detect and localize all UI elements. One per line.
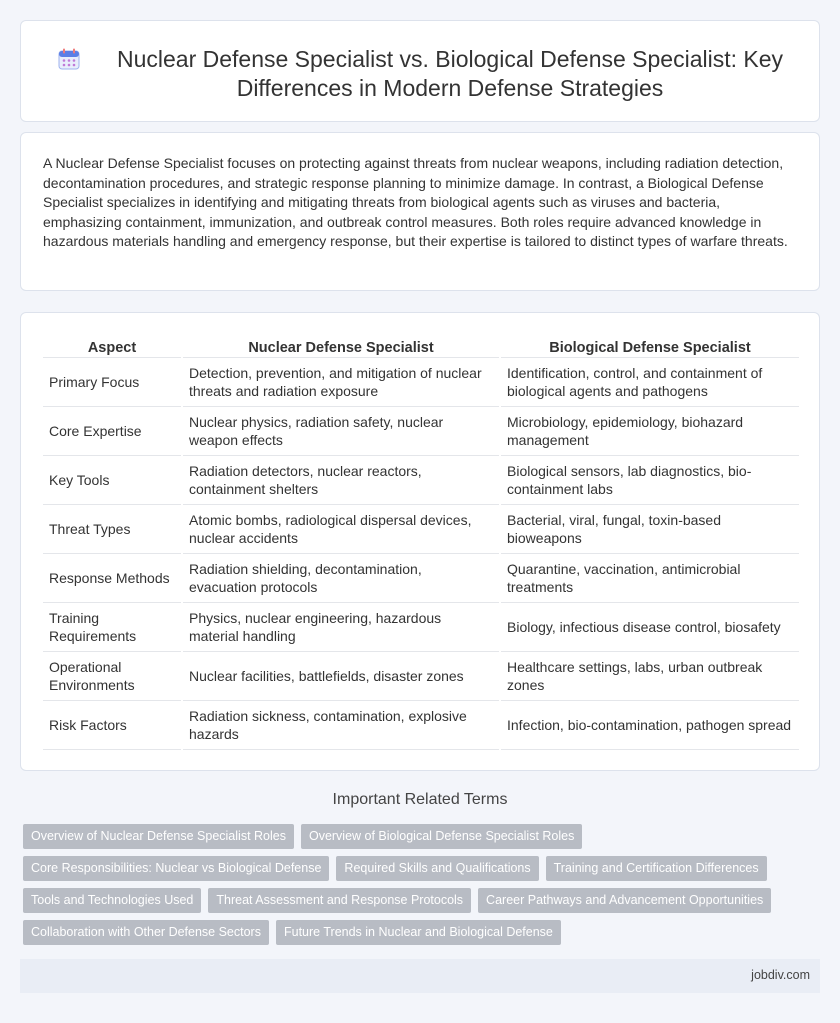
related-tag[interactable]: Tools and Technologies Used: [23, 888, 201, 913]
cell-biological: Identification, control, and containment of biological agents and pathogens: [500, 357, 799, 406]
footer: [20, 959, 820, 993]
intro-card: [20, 132, 820, 291]
cell-nuclear: Atomic bombs, radiological dispersal devices, nuclear accidents: [182, 504, 500, 553]
cell-aspect: Threat Types: [43, 504, 182, 553]
cell-biological: Biological sensors, lab diagnostics, bio-containment labs: [500, 455, 799, 504]
cell-nuclear: Radiation detectors, nuclear reactors, containment shelters: [182, 455, 500, 504]
cell-aspect: Primary Focus: [43, 357, 182, 406]
related-tag[interactable]: Career Pathways and Advancement Opportunities: [478, 888, 771, 913]
cell-nuclear: Radiation sickness, contamination, explosive hazards: [182, 700, 500, 749]
table-row: [43, 553, 799, 602]
cell-biological: Microbiology, epidemiology, biohazard management: [500, 406, 799, 455]
table-row: [43, 504, 799, 553]
related-tag[interactable]: Required Skills and Qualifications: [336, 856, 538, 881]
related-tag[interactable]: Threat Assessment and Response Protocols: [208, 888, 471, 913]
cell-aspect: Risk Factors: [43, 700, 182, 749]
related-tag[interactable]: Overview of Nuclear Defense Specialist Roles: [23, 824, 294, 849]
header-aspect: Aspect: [43, 335, 182, 357]
table-row: [43, 602, 799, 651]
cell-aspect: Response Methods: [43, 553, 182, 602]
page-title: Nuclear Defense Specialist vs. Biological Defense Specialist: Key Differences in Modern Defense Strategies: [116, 46, 784, 101]
related-tag[interactable]: Future Trends in Nuclear and Biological Defense: [276, 920, 561, 945]
header-nuclear: Nuclear Defense Specialist: [182, 335, 500, 357]
cell-nuclear: Nuclear facilities, battlefields, disaster zones: [182, 651, 500, 700]
cell-aspect: Key Tools: [43, 455, 182, 504]
related-tag[interactable]: Overview of Biological Defense Specialist Roles: [301, 824, 582, 849]
cell-biological: Bacterial, viral, fungal, toxin-based bioweapons: [500, 504, 799, 553]
comparison-table: [43, 335, 799, 750]
cell-biological: Quarantine, vaccination, antimicrobial treatments: [500, 553, 799, 602]
table-row: [43, 651, 799, 700]
calendar-icon: [57, 47, 81, 71]
comparison-table-card: [20, 312, 820, 771]
related-tag[interactable]: Training and Certification Differences: [546, 856, 767, 881]
tag-row: [23, 856, 767, 882]
cell-nuclear: Detection, prevention, and mitigation of nuclear threats and radiation exposure: [182, 357, 500, 406]
intro-paragraph: A Nuclear Defense Specialist focuses on protecting against threats from nuclear weapons, including radiation detection, decontamination procedures, and strategic response planning to minimize damage. In contrast, a Biological Defense Specialist specializes in identifying and mitigating threats from biological agents such as viruses and bacteria, emphasizing containment, immunization, and outbreak control measures. Both roles require advanced knowledge in hazardous materials handling and emergency response, but their expertise is tailored to distinct types of warfare threats.: [43, 155, 788, 250]
cell-biological: Healthcare settings, labs, urban outbreak zones: [500, 651, 799, 700]
cell-biological: Infection, bio-contamination, pathogen spread: [500, 700, 799, 749]
tag-row: [23, 824, 582, 850]
tag-row: [23, 920, 561, 946]
related-tag[interactable]: Core Responsibilities: Nuclear vs Biological Defense: [23, 856, 329, 881]
related-terms-title: Important Related Terms: [332, 791, 508, 808]
cell-nuclear: Radiation shielding, decontamination, evacuation protocols: [182, 553, 500, 602]
header-card: [20, 20, 820, 122]
cell-aspect: Core Expertise: [43, 406, 182, 455]
table-header-row: [43, 335, 799, 357]
table-row: [43, 700, 799, 749]
table-row: [43, 455, 799, 504]
related-tag[interactable]: Collaboration with Other Defense Sectors: [23, 920, 269, 945]
cell-nuclear: Physics, nuclear engineering, hazardous material handling: [182, 602, 500, 651]
cell-biological: Biology, infectious disease control, biosafety: [500, 602, 799, 651]
header-biological: Biological Defense Specialist: [500, 335, 799, 357]
cell-aspect: Training Requirements: [43, 602, 182, 651]
cell-nuclear: Nuclear physics, radiation safety, nuclear weapon effects: [182, 406, 500, 455]
footer-site-link[interactable]: jobdiv.com: [751, 968, 810, 982]
table-row: [43, 406, 799, 455]
tag-row: [23, 888, 771, 914]
cell-aspect: Operational Environments: [43, 651, 182, 700]
related-terms-section: [20, 791, 820, 953]
table-row: [43, 357, 799, 406]
